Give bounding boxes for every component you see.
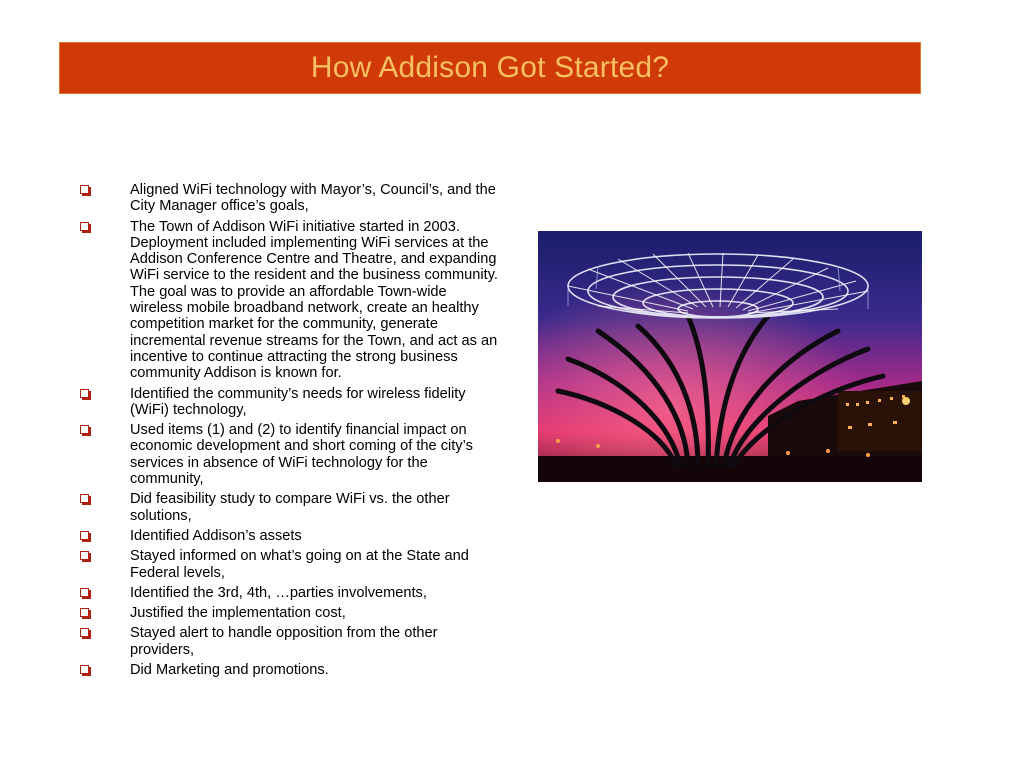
bullet-text: Did Marketing and promotions. bbox=[130, 662, 329, 679]
square-bullet-icon bbox=[80, 551, 89, 560]
bullet-text: Identified the 3rd, 4th, …parties involvements, bbox=[130, 584, 427, 601]
bullet-item bbox=[78, 625, 498, 658]
bullet-item bbox=[78, 219, 498, 382]
square-bullet-icon bbox=[80, 389, 89, 398]
bullet-item bbox=[78, 585, 498, 601]
sculpture-photo bbox=[538, 231, 922, 482]
square-bullet-icon bbox=[80, 588, 89, 597]
bullet-item bbox=[78, 528, 498, 544]
bullet-text: Identified Addison’s assets bbox=[130, 527, 302, 544]
bullet-text: Stayed informed on what’s going on at the State and Federal levels, bbox=[130, 548, 469, 581]
bullet-text: The Town of Addison WiFi initiative started in 2003. Deployment included implementing WiFi services at the Addison Conference Centre and Theatre, and expanding WiFi service to the resident and the business community. The goal was to provide an affordable Town-wide wireless mobile broadband network, create an healthy competition market for the community, generate incremental revenue streams for the Town, and act as an incentive to continue attracting the strong business community Addison is known for. bbox=[130, 218, 498, 382]
square-bullet-icon bbox=[80, 494, 89, 503]
bullet-text: Did feasibility study to compare WiFi vs. the other solutions, bbox=[130, 491, 450, 524]
square-bullet-icon bbox=[80, 608, 89, 617]
bullet-item bbox=[78, 548, 498, 581]
square-bullet-icon bbox=[80, 425, 89, 434]
bullet-item bbox=[78, 605, 498, 621]
bullet-text: Used items (1) and (2) to identify financial impact on economic development and short coming of the city’s services in absence of WiFi technology for the community, bbox=[130, 422, 473, 488]
square-bullet-icon bbox=[80, 222, 89, 231]
square-bullet-icon bbox=[80, 185, 89, 194]
bullet-text: Justified the implementation cost, bbox=[130, 605, 346, 622]
bullet-item bbox=[78, 422, 498, 487]
bullet-list bbox=[78, 182, 498, 682]
slide-title: How Addison Got Started? bbox=[310, 51, 670, 84]
square-bullet-icon bbox=[80, 665, 89, 674]
bullet-text: Stayed alert to handle opposition from the other providers, bbox=[130, 625, 438, 658]
square-bullet-icon bbox=[80, 628, 89, 637]
sculpture-illustration bbox=[538, 231, 922, 482]
square-bullet-icon bbox=[80, 531, 89, 540]
bullet-item bbox=[78, 491, 498, 524]
bullet-item bbox=[78, 662, 498, 678]
title-bar bbox=[59, 42, 921, 94]
bullet-item bbox=[78, 182, 498, 215]
bullet-text: Aligned WiFi technology with Mayor’s, Council’s, and the City Manager office’s goals, bbox=[130, 182, 496, 215]
bullet-text: Identified the community’s needs for wireless fidelity (WiFi) technology, bbox=[130, 385, 466, 418]
bullet-item bbox=[78, 386, 498, 419]
